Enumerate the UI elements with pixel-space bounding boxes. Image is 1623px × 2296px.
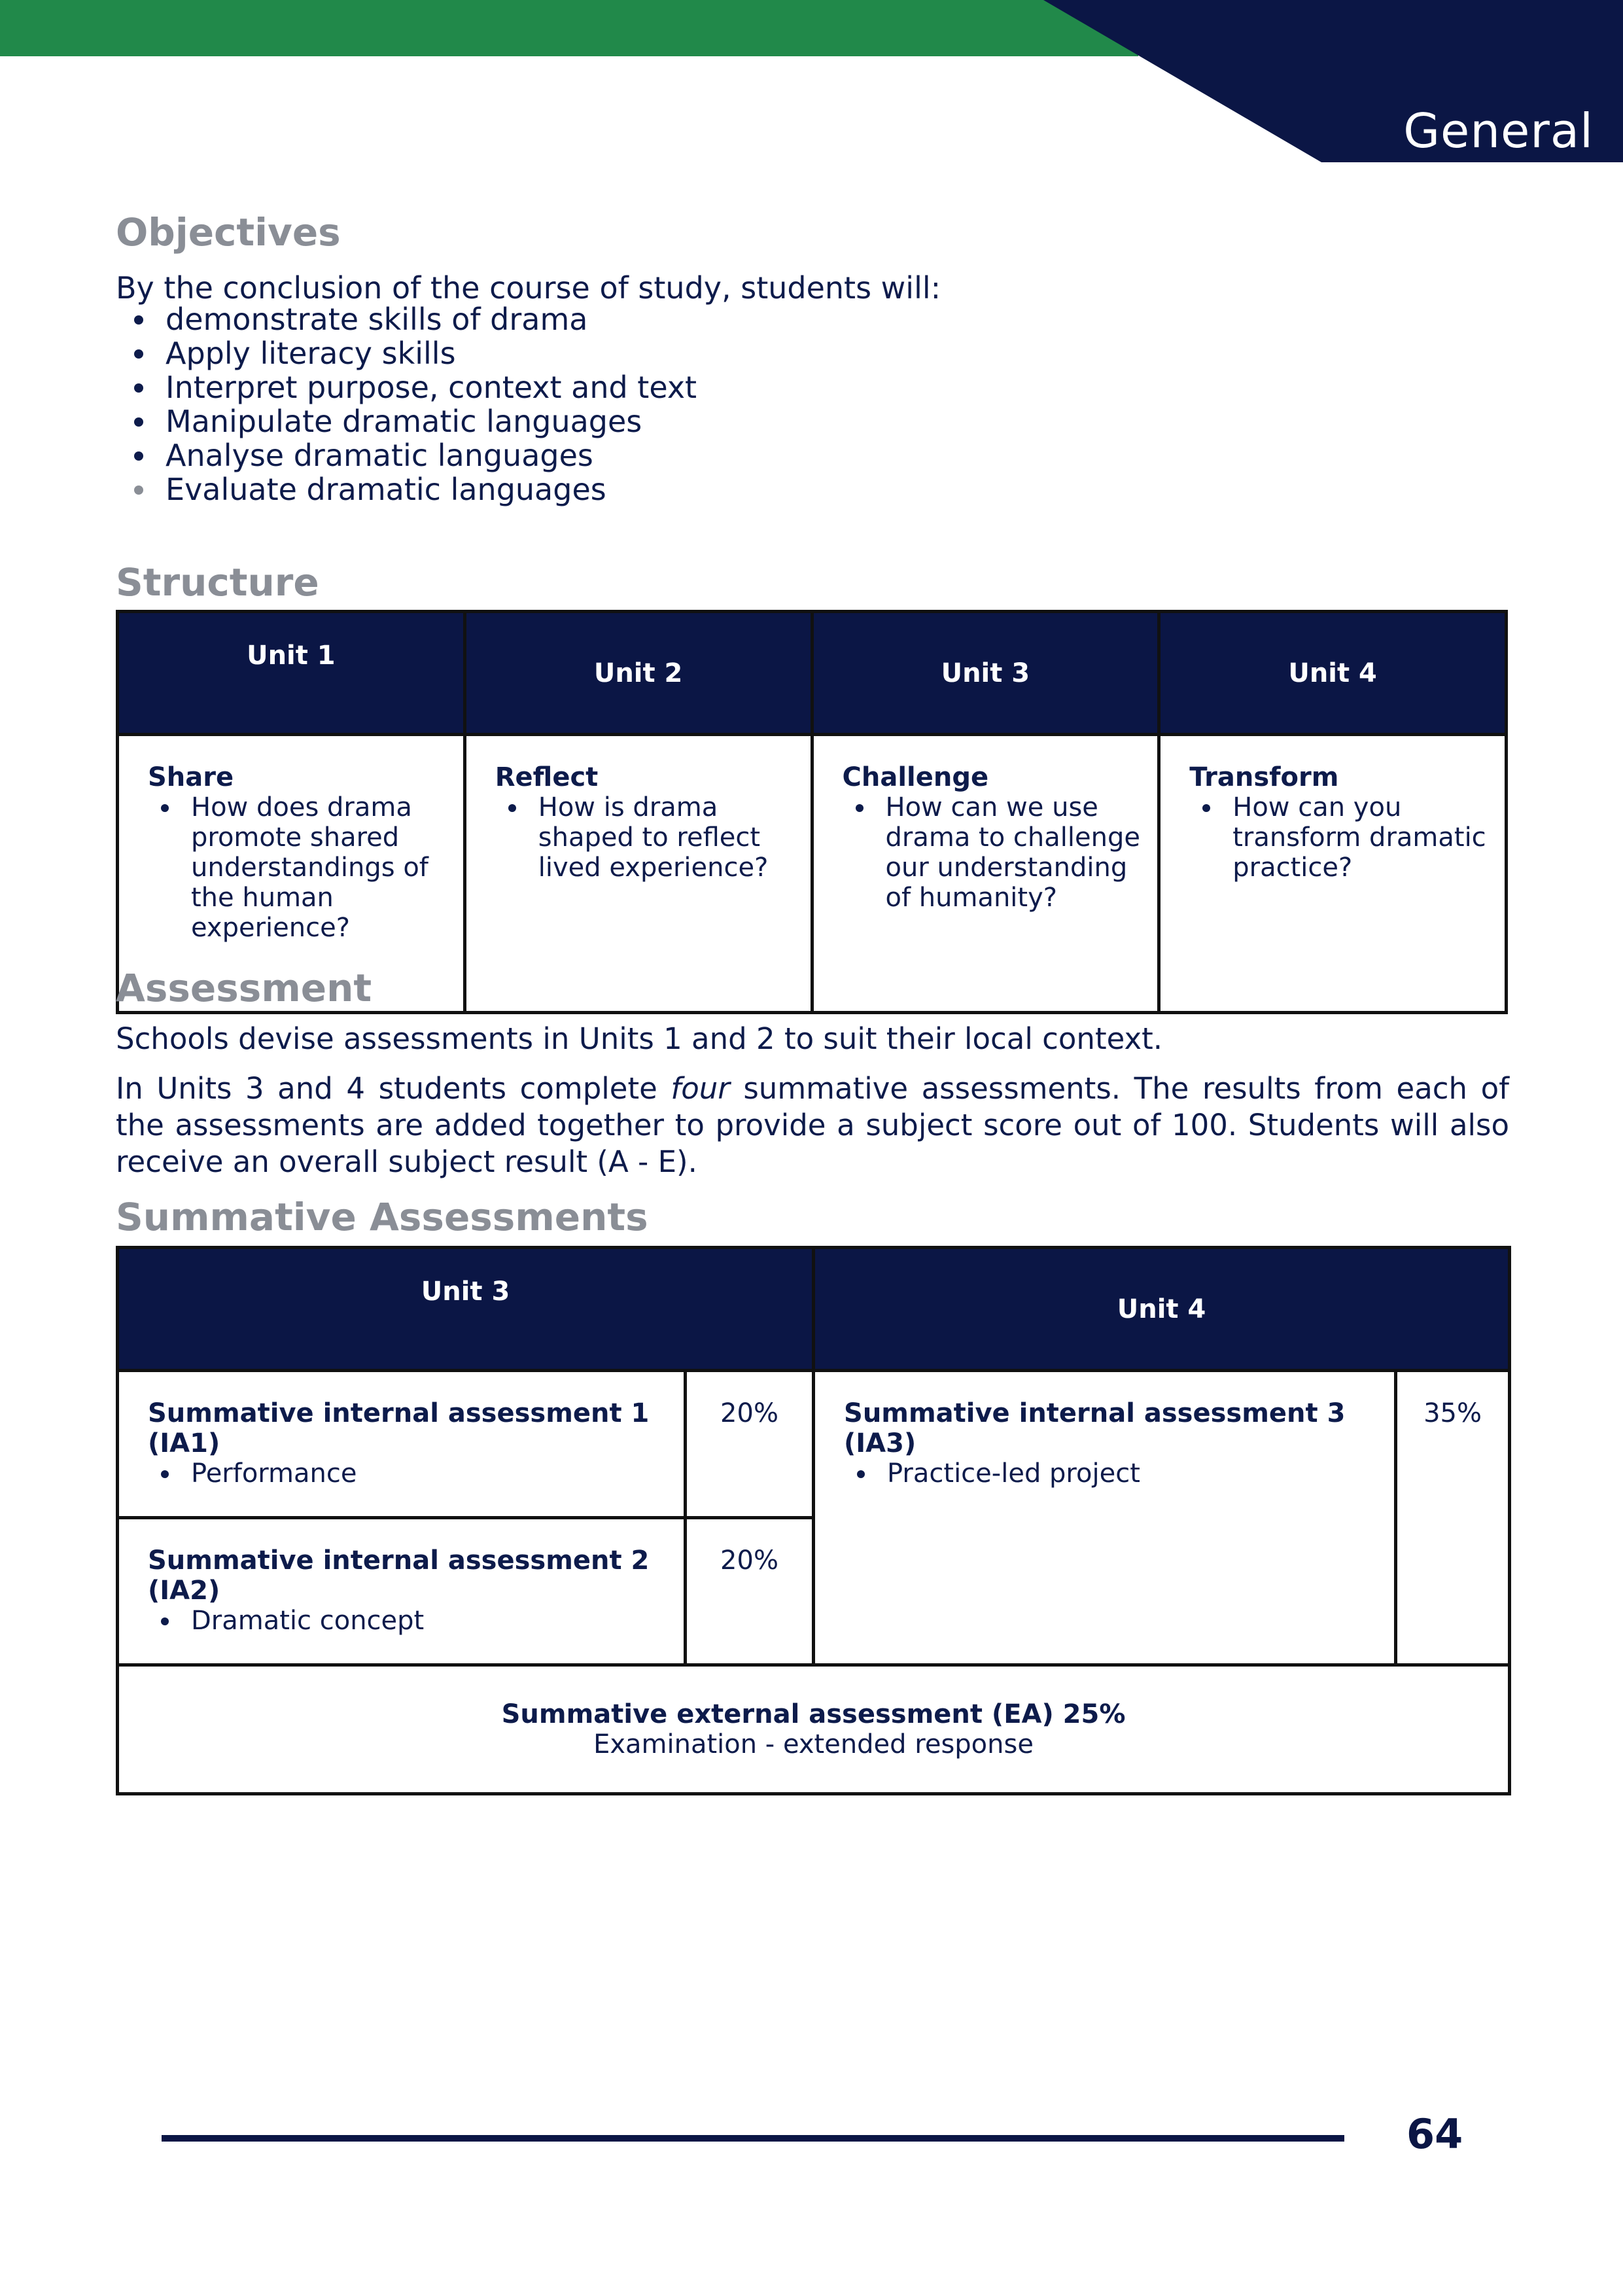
summative-table	[116, 1246, 1511, 1795]
unit-title: Transform	[1189, 762, 1339, 792]
section-tag: General	[1403, 103, 1594, 158]
assessment-details	[844, 1458, 1381, 1489]
assessment-weight: 20%	[686, 1371, 814, 1518]
footer-rule	[162, 2135, 1344, 2142]
unit-header: Unit 3	[118, 1248, 814, 1371]
unit-title: Share	[148, 762, 234, 792]
list-item: Dramatic concept	[148, 1606, 671, 1636]
table-row	[118, 1371, 1510, 1518]
assessment-paragraph-1: Schools devise assessments in Units 1 and 2 to suit their local context.	[116, 1021, 1163, 1056]
assessment-title: Summative internal assessment 3 (IA3)	[844, 1398, 1346, 1458]
assessment-cell	[814, 1371, 1396, 1665]
unit-header: Unit 4	[1159, 612, 1507, 735]
assessment-weight: 35%	[1396, 1371, 1510, 1665]
unit-cell	[812, 735, 1159, 1013]
assessment-cell	[118, 1518, 686, 1665]
paragraph-text: In Units 3 and 4 students complete	[116, 1071, 671, 1106]
list-item: demonstrate skills of drama	[116, 302, 697, 336]
summative-heading: Summative Assessments	[116, 1195, 648, 1239]
list-item: Analyse dramatic languages	[116, 438, 697, 472]
list-item: How is drama shaped to reflect lived experience?	[495, 792, 797, 883]
list-item: Performance	[148, 1458, 671, 1489]
objectives-list	[116, 302, 697, 506]
objectives-intro: By the conclusion of the course of study, students will:	[116, 270, 941, 306]
table-header-row	[118, 1248, 1510, 1371]
unit-cell	[464, 735, 812, 1013]
unit-questions	[148, 792, 450, 943]
unit-header: Unit 4	[814, 1248, 1510, 1371]
external-assessment-cell	[118, 1665, 1510, 1794]
emphasis-text: four	[671, 1071, 730, 1106]
unit-header: Unit 3	[812, 612, 1159, 735]
header-banner	[0, 0, 1623, 164]
unit-questions	[843, 792, 1145, 913]
assessment-details	[148, 1458, 671, 1489]
header-banner-graphic	[0, 0, 1623, 164]
unit-title: Reflect	[495, 762, 599, 792]
list-item: Interpret purpose, context and text	[116, 370, 697, 404]
assessment-title: Summative internal assessment 1 (IA1)	[148, 1398, 650, 1458]
assessment-paragraph-2	[116, 1070, 1509, 1180]
list-item: How can we use drama to challenge our understanding of humanity?	[843, 792, 1145, 913]
list-item: How does drama promote shared understandings of the human experience?	[148, 792, 450, 943]
unit-questions	[495, 792, 797, 883]
unit-cell	[1159, 735, 1507, 1013]
page-number: 64	[1406, 2110, 1463, 2158]
assessment-details	[148, 1606, 671, 1636]
assessment-weight: 20%	[686, 1518, 814, 1665]
external-assessment-detail: Examination - extended response	[593, 1729, 1034, 1759]
list-item: Apply literacy skills	[116, 336, 697, 370]
unit-questions	[1189, 792, 1492, 883]
unit-header: Unit 2	[464, 612, 812, 735]
list-item: Manipulate dramatic languages	[116, 404, 697, 438]
assessment-cell	[118, 1371, 686, 1518]
green-band	[0, 0, 1138, 56]
list-item: Evaluate dramatic languages	[116, 472, 697, 506]
assessment-heading: Assessment	[116, 966, 372, 1010]
unit-header: Unit 1	[118, 612, 465, 735]
list-item: How can you transform dramatic practice?	[1189, 792, 1492, 883]
list-item: Practice-led project	[844, 1458, 1381, 1489]
assessment-title: Summative internal assessment 2 (IA2)	[148, 1545, 650, 1606]
table-header-row	[118, 612, 1507, 735]
unit-title: Challenge	[842, 762, 989, 792]
external-assessment-title: Summative external assessment (EA) 25%	[501, 1699, 1126, 1729]
structure-table	[116, 610, 1508, 1014]
objectives-heading: Objectives	[116, 210, 341, 255]
structure-heading: Structure	[116, 560, 319, 605]
paragraph-text: summative assessments. The results from each of the assessments are added together to provide a subject score out of 100. Students will also receive an overall subject result (A - E).	[116, 1071, 1509, 1179]
table-row	[118, 1665, 1510, 1794]
